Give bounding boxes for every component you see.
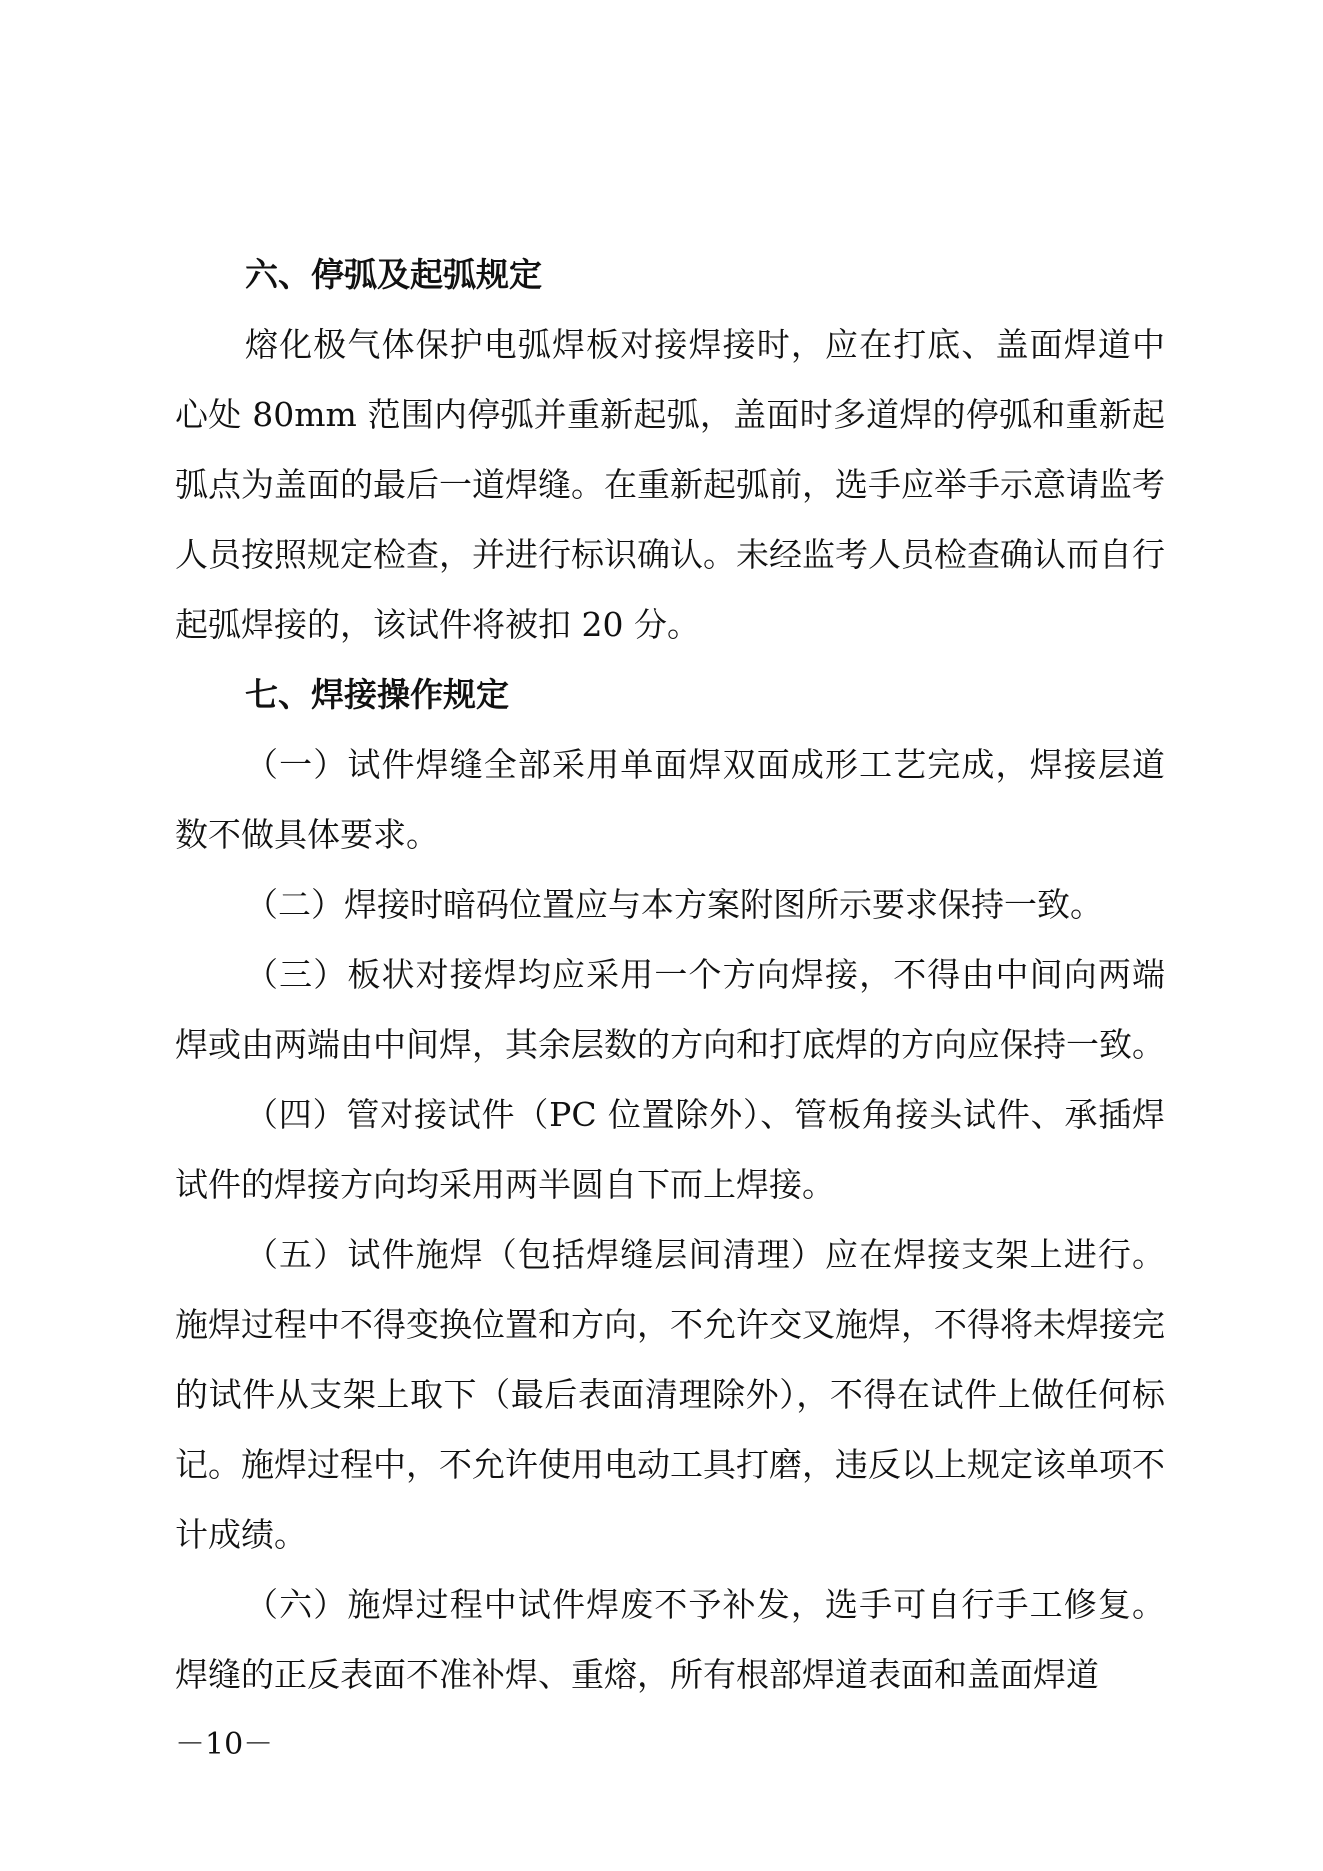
paragraph-rule-1: （一）试件焊缝全部采用单面焊双面成形工艺完成，焊接层道数不做具体要求。 [175,745,1165,854]
paragraph-rule-3: （三）板状对接焊均应采用一个方向焊接，不得由中间向两端焊或由两端由中间焊，其余层数的方向和打底焊的方向应保持一致。 [175,955,1165,1064]
paragraph-rule-2: （二）焊接时暗码位置应与本方案附图所示要求保持一致。 [245,885,1103,924]
paragraph-rule-6: （六）施焊过程中试件焊废不予补发，选手可自行手工修复。焊缝的正反表面不准补焊、重熔，所有根部焊道表面和盖面焊道 [175,1585,1165,1694]
section-heading-welding-operation: 七、焊接操作规定 [245,675,509,714]
paragraph-arc-rules: 熔化极气体保护电弧焊板对接焊接时，应在打底、盖面焊道中心处 80mm 范围内停弧并重新起弧，盖面时多道焊的停弧和重新起弧点为盖面的最后一道焊缝。在重新起弧前，选手应举手示意请监考人员按照规定检查，并进行标识确认。未经监考人员检查确认而自行起弧焊接的，该试件将被扣 20 分。 [175,325,1165,644]
paragraph-rule-4: （四）管对接试件（PC 位置除外）、管板角接头试件、承插焊试件的焊接方向均采用两半圆自下而上焊接。 [175,1095,1165,1204]
page-number: －10－ [175,1727,274,1762]
paragraph-rule-5: （五）试件施焊（包括焊缝层间清理）应在焊接支架上进行。施焊过程中不得变换位置和方向，不允许交叉施焊，不得将未焊接完的试件从支架上取下（最后表面清理除外），不得在试件上做任何标记。施焊过程中，不允许使用电动工具打磨，违反以上规定该单项不计成绩。 [175,1235,1165,1554]
section-heading-stop-restart-arc: 六、停弧及起弧规定 [245,255,542,294]
page-body [175,240,1165,1710]
